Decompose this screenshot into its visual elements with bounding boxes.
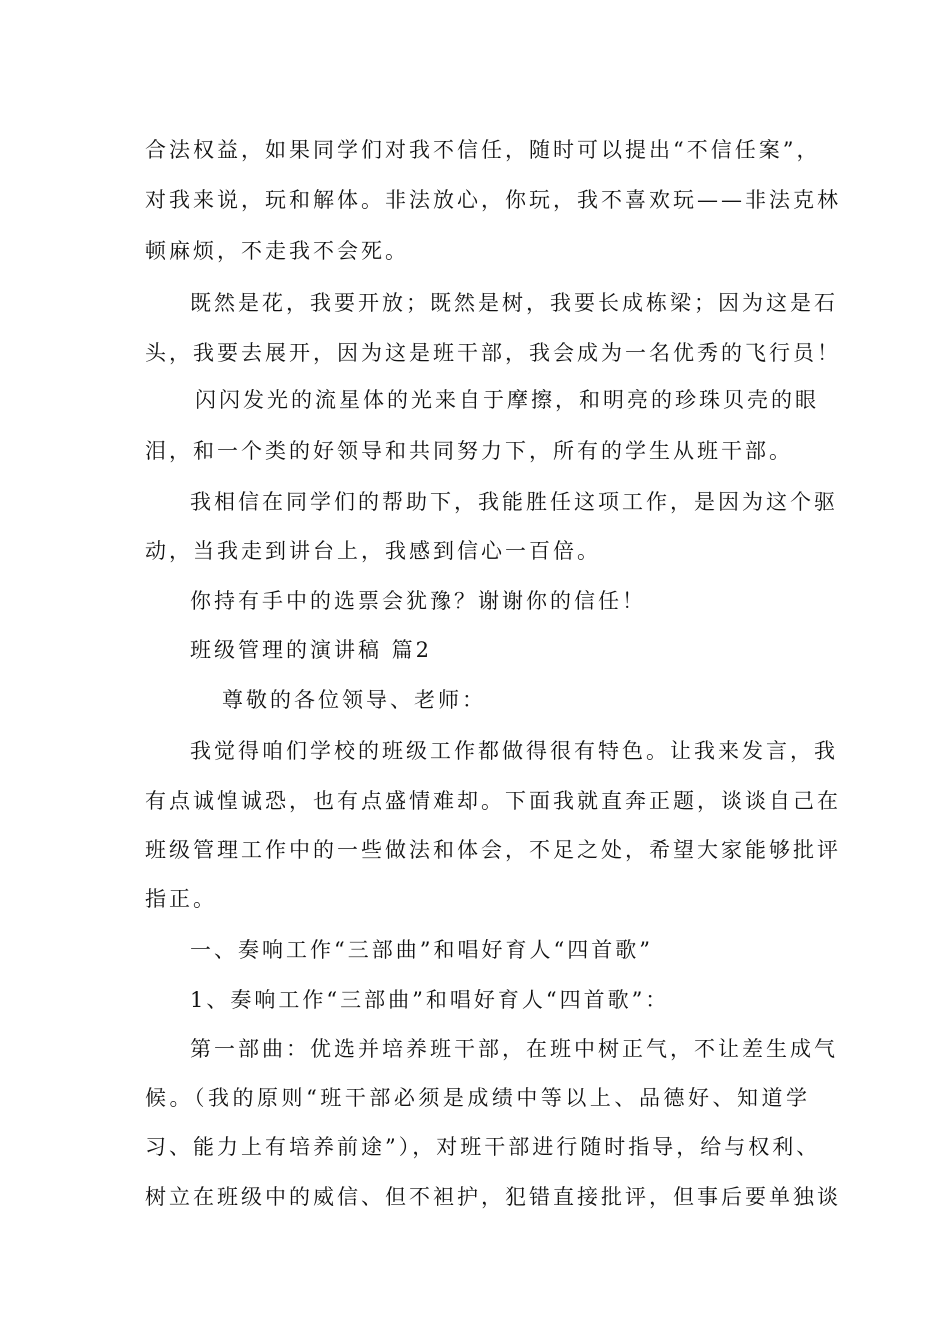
text-line: 顿麻烦，不走我不会死。 — [145, 239, 409, 263]
text-line: 班级管理工作中的一些做法和体会，不足之处，希望大家能够批评 — [145, 838, 841, 862]
text-line: 我相信在同学们的帮助下，我能胜任这项工作，是因为这个驱 — [190, 490, 838, 514]
text-line: 指正。 — [145, 887, 217, 911]
text-line: 有点诚惶诚恐，也有点盛情难却。下面我就直奔正题，谈谈自己在 — [145, 789, 841, 813]
subheading: 1、奏响工作“三部曲”和唱好育人“四首歌”： — [190, 988, 670, 1012]
text-line: 头，我要去展开，因为这是班干部，我会成为一名优秀的飞行员！ — [145, 341, 841, 365]
subheading: 一、奏响工作“三部曲”和唱好育人“四首歌” — [190, 938, 653, 962]
text-line: 合法权益，如果同学们对我不信任，随时可以提出“不信任案”， — [145, 138, 821, 162]
text-line: 对我来说，玩和解体。非法放心，你玩，我不喜欢玩——非法克林 — [145, 188, 841, 212]
text-line: 第一部曲：优选并培养班干部，在班中树正气，不让差生成气 — [190, 1037, 838, 1061]
text-line: 泪，和一个类的好领导和共同努力下，所有的学生从班干部。 — [145, 439, 793, 463]
salutation: 尊敬的各位领导、老师： — [222, 688, 486, 712]
text-line: 你持有手中的选票会犹豫？谢谢你的信任！ — [190, 589, 646, 613]
text-line: 既然是花，我要开放；既然是树，我要长成栋梁；因为这是石 — [190, 291, 838, 315]
text-line: 我觉得咱们学校的班级工作都做得很有特色。让我来发言，我 — [190, 739, 838, 763]
text-line: 树立在班级中的威信、但不袒护，犯错直接批评，但事后要单独谈 — [145, 1185, 841, 1209]
text-line: 习、能力上有培养前途”），对班干部进行随时指导，给与权利、 — [145, 1135, 821, 1159]
section-heading: 班级管理的演讲稿 篇2 — [190, 638, 433, 662]
text-line: 闪闪发光的流星体的光来自于摩擦，和明亮的珍珠贝壳的眼 — [195, 388, 819, 412]
text-line: 候。（我的原则“班干部必须是成绩中等以上、品德好、知道学 — [145, 1086, 810, 1110]
text-line: 动，当我走到讲台上，我感到信心一百倍。 — [145, 539, 601, 563]
